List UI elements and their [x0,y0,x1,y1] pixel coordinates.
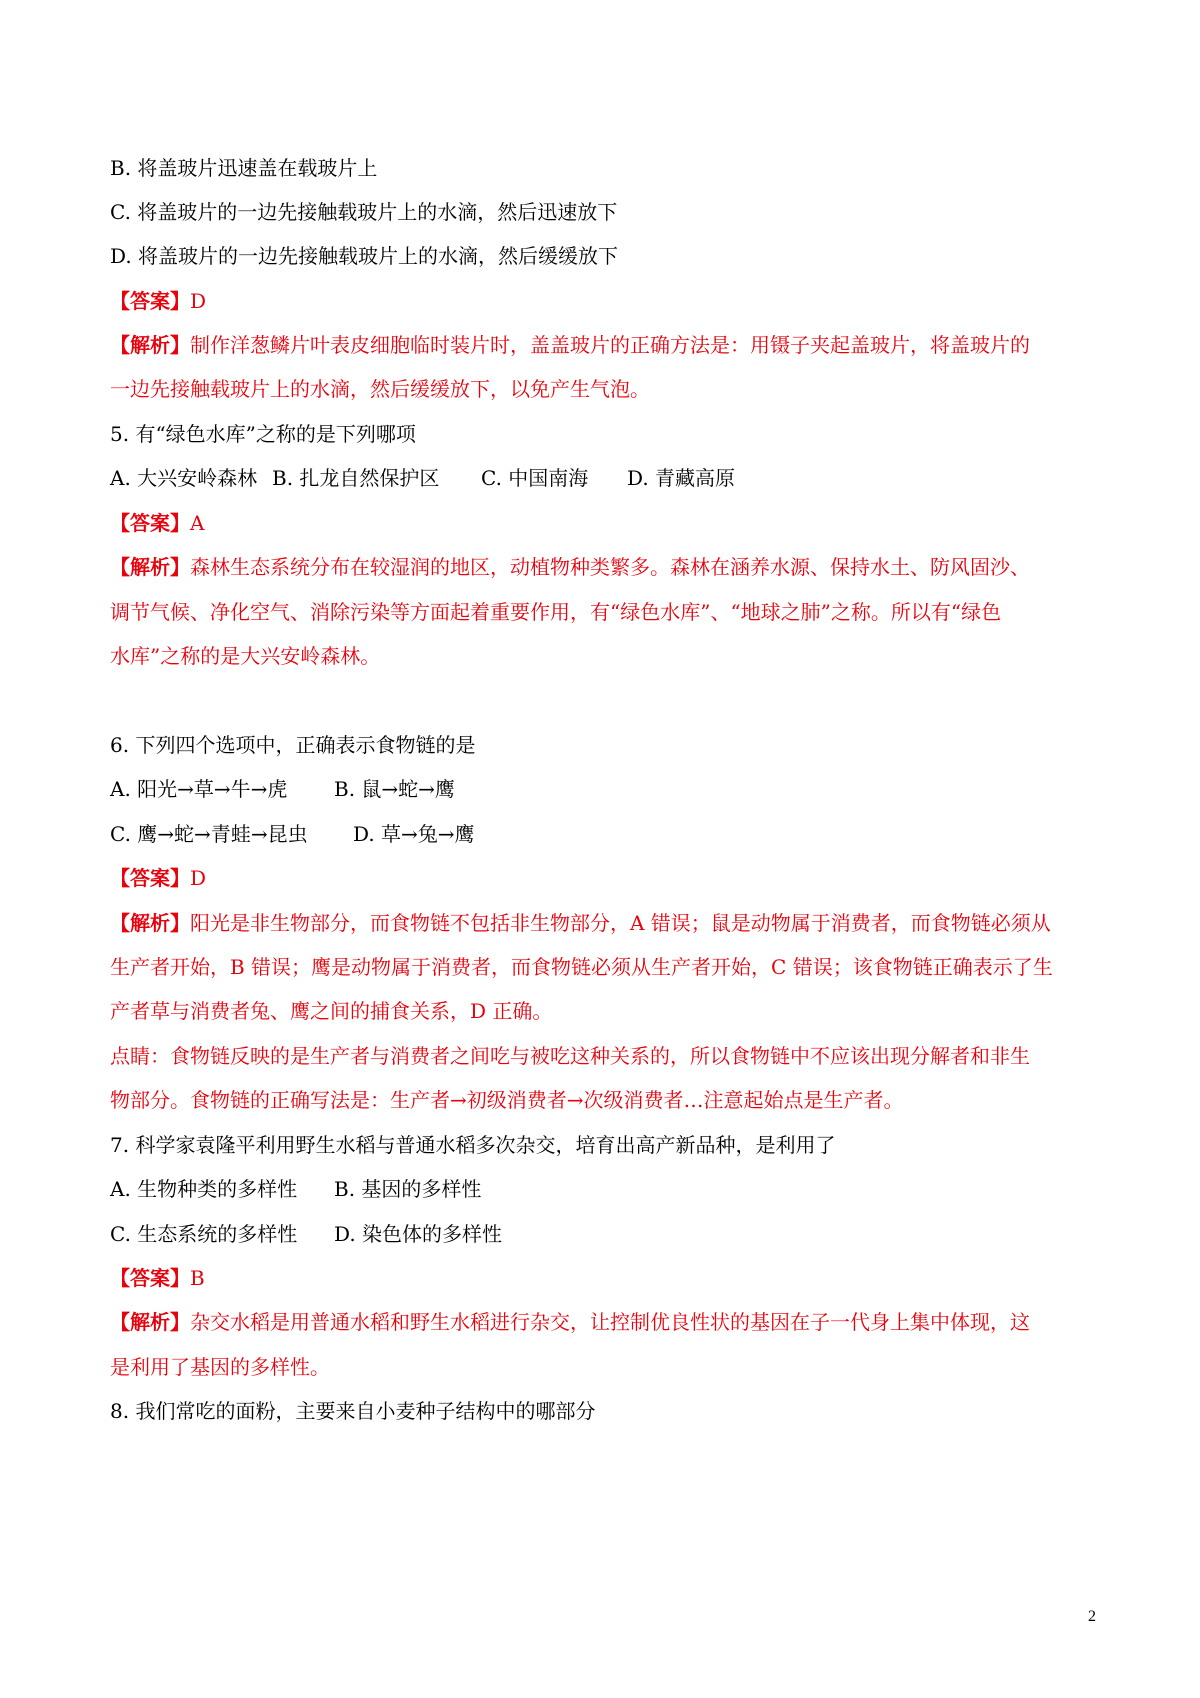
answer-value: D [190,289,207,313]
analysis-text: 制作洋葱鳞片叶表皮细胞临时装片时，盖盖玻片的正确方法是：用镊子夹起盖玻片，将盖玻片的 [190,333,1030,357]
q5-option-a: A. 大兴安岭森林 [110,466,258,490]
q4-analysis-line-1 [110,331,1030,359]
q6-option-d: D. 草→兔→鹰 [353,822,475,846]
q5-option-b: B. 扎龙自然保护区 [272,466,440,490]
q5-analysis-line-2: 调节气候、净化空气、消除污染等方面起着重要作用，有“绿色水库”、“地球之肺”之称。所以有“绿色 [110,600,1002,624]
answer-value: B [190,1266,205,1290]
answer-tag: 【答案】 [110,1266,190,1290]
q6-analysis-line-1 [110,909,1051,937]
answer-value: A [190,511,205,535]
q6-note-line-2: 物部分。食物链的正确写法是：生产者→初级消费者→次级消费者…注意起始点是生产者。 [110,1088,904,1112]
analysis-tag: 【解析】 [110,1310,190,1334]
q6-analysis-line-3: 产者草与消费者兔、鹰之间的捕食关系，D 正确。 [110,999,553,1023]
q4-option-c: C. 将盖玻片的一边先接触载玻片上的水滴，然后迅速放下 [110,200,618,224]
q6-answer [110,864,206,892]
q5-analysis-line-3: 水库”之称的是大兴安岭森林。 [110,644,381,668]
q6-options-row-2 [110,820,475,848]
analysis-tag: 【解析】 [110,555,190,579]
q6-option-c: C. 鹰→蛇→青蛙→昆虫 [110,822,308,846]
q4-option-d: D. 将盖玻片的一边先接触载玻片上的水滴，然后缓缓放下 [110,244,619,268]
q4-analysis-line-2: 一边先接触载玻片上的水滴，然后缓缓放下，以免产生气泡。 [110,377,650,401]
q7-analysis-line-1 [110,1308,1030,1336]
q5-option-d: D. 青藏高原 [627,466,736,490]
q7-analysis-line-2: 是利用了基因的多样性。 [110,1355,330,1379]
answer-tag: 【答案】 [110,866,190,890]
q6-option-a: A. 阳光→草→牛→虎 [110,777,288,801]
answer-value: D [190,866,207,890]
answer-tag: 【答案】 [110,289,190,313]
page-number: 2 [1088,1608,1096,1625]
q7-question: 7. 科学家袁隆平利用野生水稻与普通水稻多次杂交，培育出高产新品种，是利用了 [110,1133,836,1157]
q5-answer [110,509,204,537]
analysis-tag: 【解析】 [110,333,190,357]
q7-options-row-2 [110,1220,502,1248]
q8-question: 8. 我们常吃的面粉，主要来自小麦种子结构中的哪部分 [110,1399,596,1423]
q6-options-row-1 [110,775,455,803]
analysis-text: 杂交水稻是用普通水稻和野生水稻进行杂交，让控制优良性状的基因在子一代身上集中体现，这 [190,1310,1030,1334]
q5-question: 5. 有“绿色水库”之称的是下列哪项 [110,422,416,446]
q7-option-c: C. 生态系统的多样性 [110,1222,298,1246]
analysis-text: 森林生态系统分布在较湿润的地区，动植物种类繁多。森林在涵养水源、保持水土、防风固沙、 [190,555,1030,579]
q7-option-d: D. 染色体的多样性 [334,1222,503,1246]
q5-options [110,464,735,492]
q7-answer [110,1264,205,1292]
q6-analysis-line-2: 生产者开始，B 错误；鹰是动物属于消费者，而食物链必须从生产者开始，C 错误；该食物链正确表示了生 [110,955,1053,979]
q6-question: 6. 下列四个选项中，正确表示食物链的是 [110,733,476,757]
q5-option-c: C. 中国南海 [481,466,589,490]
q5-analysis-line-1 [110,553,1030,581]
q4-answer [110,287,206,315]
analysis-text: 阳光是非生物部分，而食物链不包括非生物部分，A 错误；鼠是动物属于消费者，而食物链必须从 [190,911,1051,935]
q6-option-b: B. 鼠→蛇→鹰 [334,777,455,801]
q4-option-b: B. 将盖玻片迅速盖在载玻片上 [110,156,378,180]
answer-tag: 【答案】 [110,511,190,535]
q6-note-line-1: 点睛：食物链反映的是生产者与消费者之间吃与被吃这种关系的，所以食物链中不应该出现分解者和非生 [110,1044,1030,1068]
q7-option-a: A. 生物种类的多样性 [110,1177,298,1201]
q7-options-row-1 [110,1175,481,1203]
q7-option-b: B. 基因的多样性 [334,1177,482,1201]
analysis-tag: 【解析】 [110,911,190,935]
